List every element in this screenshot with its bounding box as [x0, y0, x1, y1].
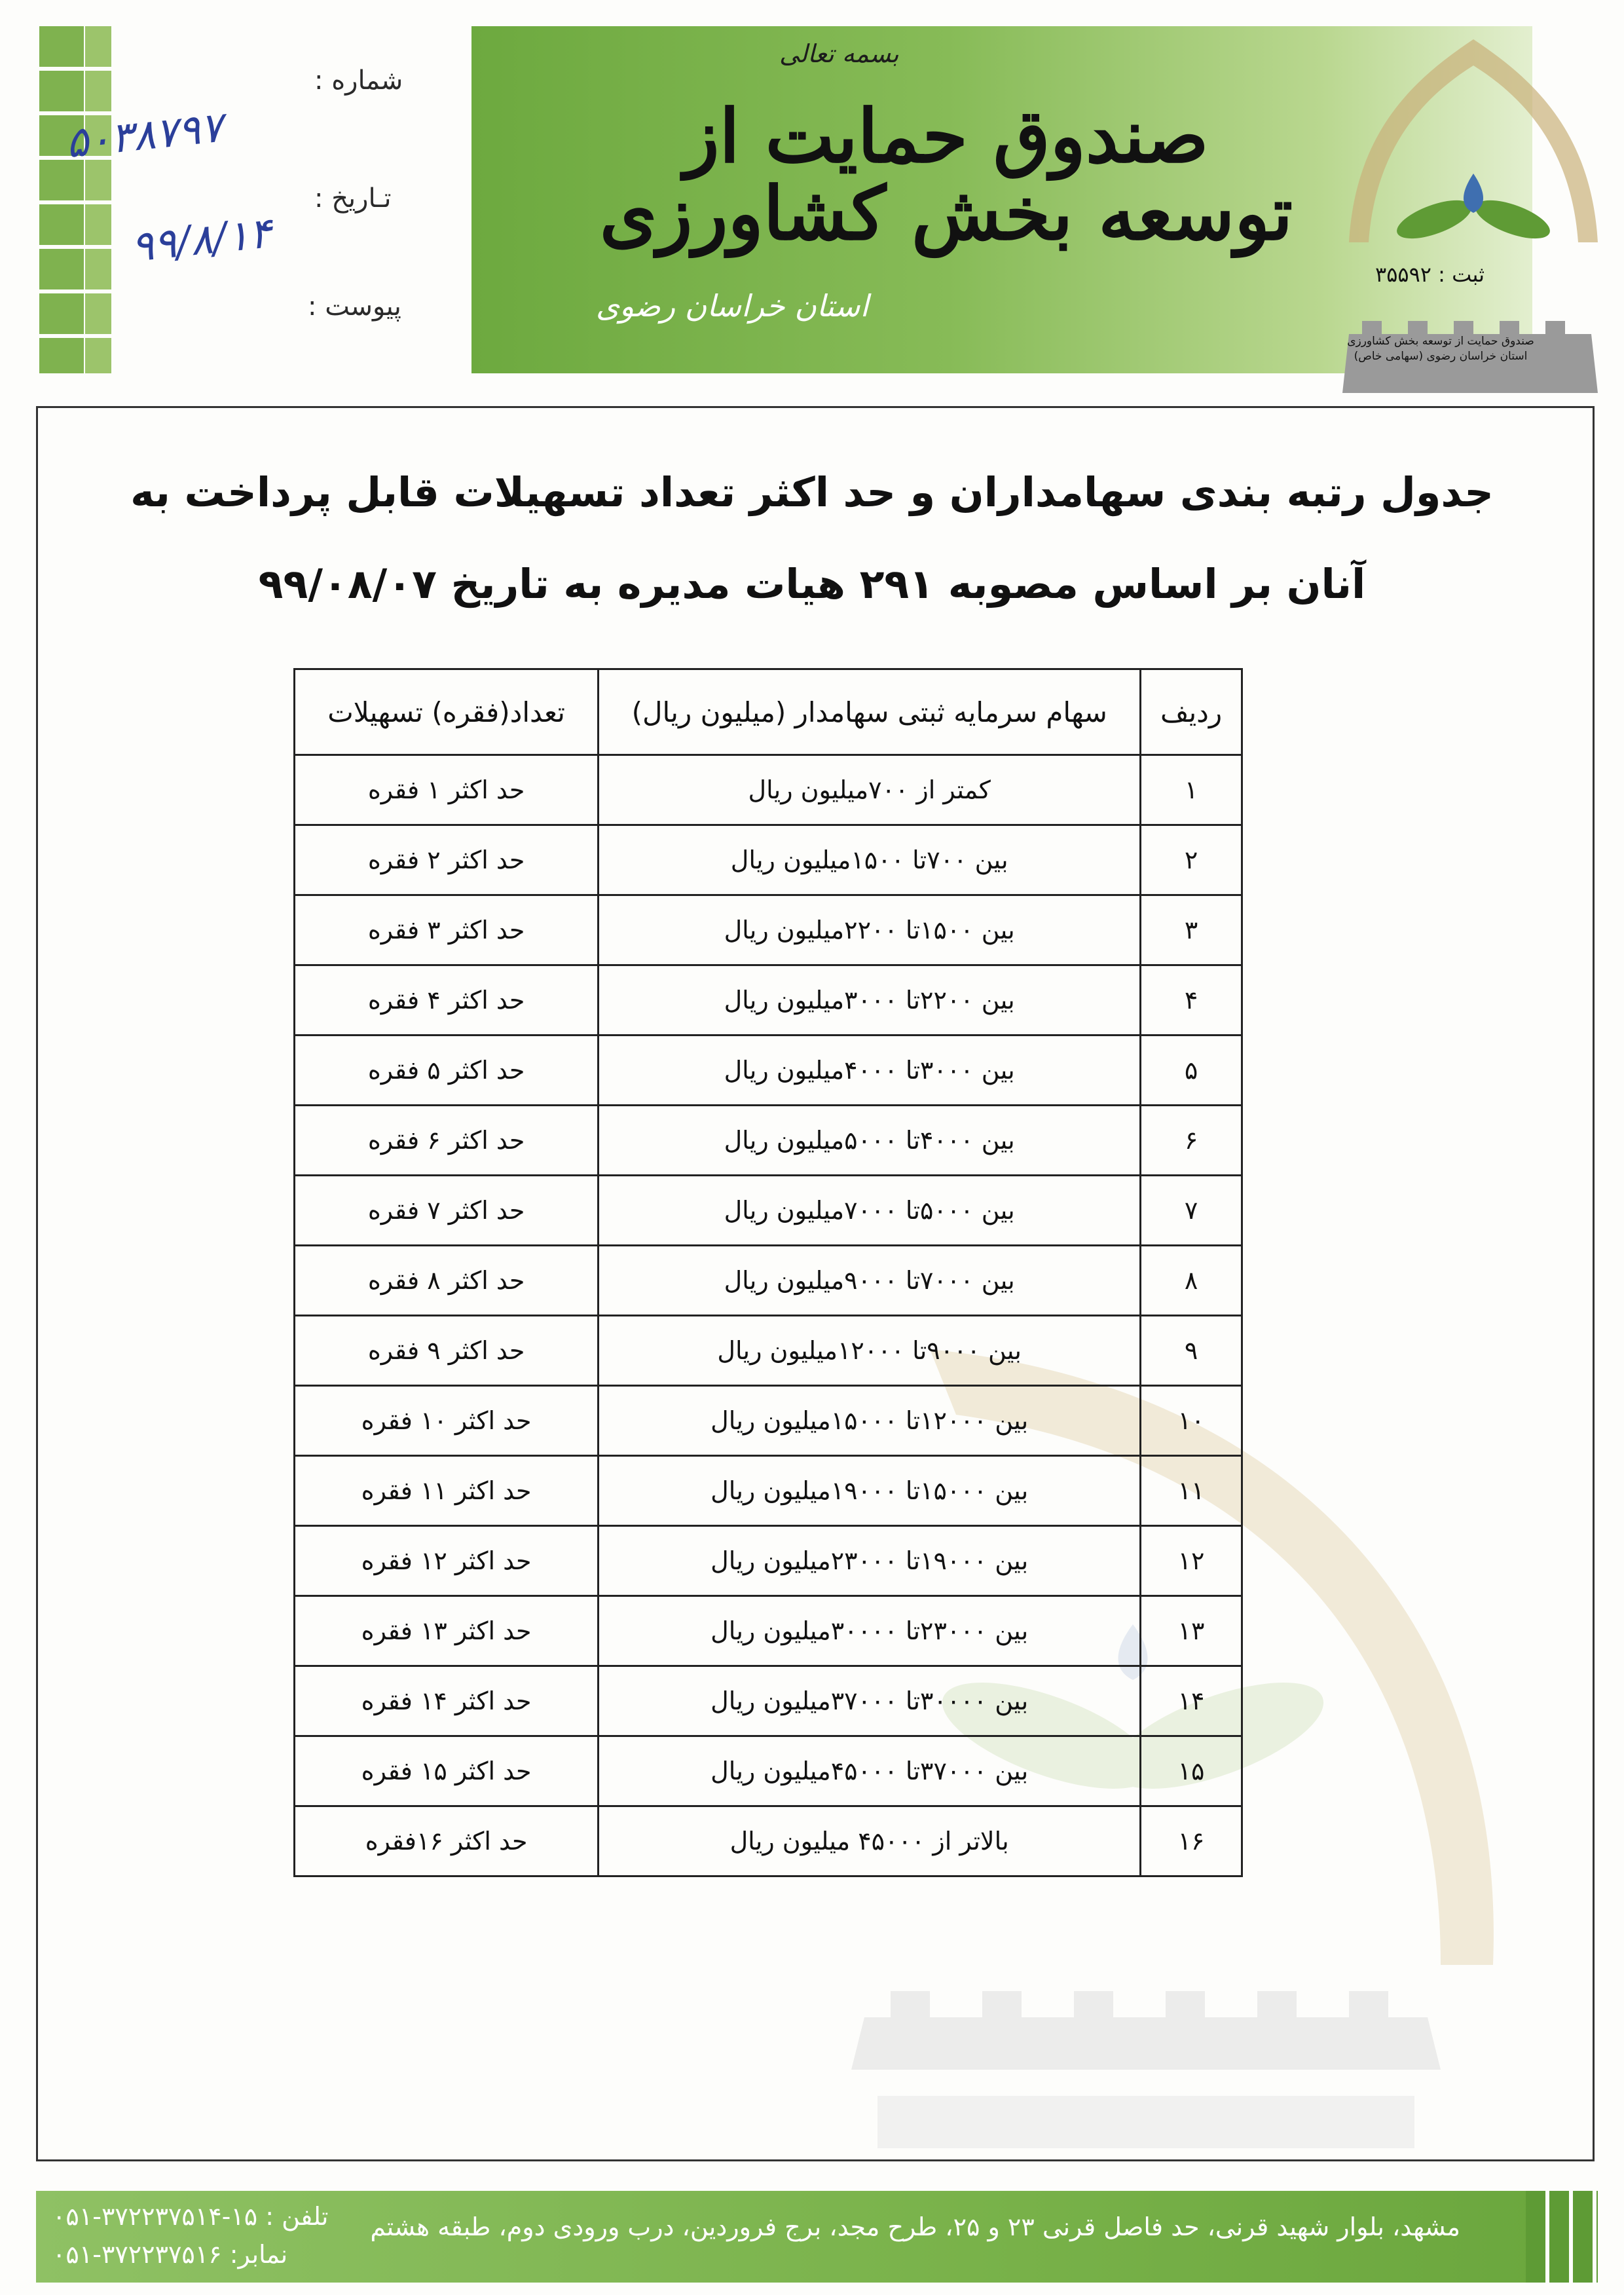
- facility-count-cell: حد اکثر ۹ فقره: [295, 1316, 599, 1386]
- facility-count-cell: حد اکثر ۷ فقره: [295, 1176, 599, 1246]
- row-number-cell: ۳: [1141, 895, 1242, 965]
- column-header-row-number: ردیف: [1141, 669, 1242, 755]
- share-range-cell: بین ۱۹۰۰۰تا ۲۳۰۰۰میلیون ریال: [599, 1526, 1141, 1596]
- table-row: [295, 1386, 1242, 1456]
- share-range-cell: بین ۱۵۰۰تا ۲۲۰۰میلیون ریال: [599, 895, 1141, 965]
- document-title-line-2: آنان بر اساس مصوبه ۲۹۱ هیات مدیره به تاریخ ۹۹/۰۸/۰۷: [258, 560, 1366, 608]
- share-range-cell: بین ۴۰۰۰تا ۵۰۰۰میلیون ریال: [599, 1106, 1141, 1176]
- row-number-cell: ۱۵: [1141, 1736, 1242, 1806]
- date-label: تـاریخ :: [314, 183, 392, 214]
- facility-count-cell: حد اکثر ۲ فقره: [295, 825, 599, 895]
- share-range-cell: بین ۲۳۰۰۰تا ۳۰۰۰۰میلیون ریال: [599, 1596, 1141, 1666]
- facility-count-cell: حد اکثر ۸ فقره: [295, 1246, 599, 1316]
- row-number-cell: ۱۱: [1141, 1456, 1242, 1526]
- facility-count-cell: حد اکثر ۱۳ فقره: [295, 1596, 599, 1666]
- share-range-cell: بین ۱۲۰۰۰تا ۱۵۰۰۰میلیون ریال: [599, 1386, 1141, 1456]
- share-range-cell: بین ۳۰۰۰۰تا ۳۷۰۰۰میلیون ریال: [599, 1666, 1141, 1736]
- row-number-cell: ۷: [1141, 1176, 1242, 1246]
- column-header-facility-count: تعداد(فقره) تسهیلات: [295, 669, 599, 755]
- share-range-cell: بالاتر از ۴۵۰۰۰ میلیون ریال: [599, 1806, 1141, 1876]
- basmala: بسمه تعالی: [779, 39, 899, 68]
- handwritten-letter-date: ۹۹/۸/۱۴: [128, 208, 274, 272]
- facility-count-cell: حد اکثر ۴ فقره: [295, 965, 599, 1036]
- attachment-label: پیوست :: [308, 291, 401, 322]
- row-number-cell: ۸: [1141, 1246, 1242, 1316]
- table-row: [295, 1246, 1242, 1316]
- facility-count-cell: حد اکثر ۱۴ فقره: [295, 1666, 599, 1736]
- facility-count-cell: حد اکثر ۶ فقره: [295, 1106, 599, 1176]
- letterhead-stripe-secondary: [85, 26, 111, 373]
- table-row: [295, 1666, 1242, 1736]
- facility-count-cell: حد اکثر ۱ فقره: [295, 755, 599, 825]
- share-range-cell: بین ۹۰۰۰تا ۱۲۰۰۰میلیون ریال: [599, 1316, 1141, 1386]
- table-header-row: [295, 669, 1242, 755]
- row-number-cell: ۱: [1141, 755, 1242, 825]
- footer-fax: نمابر: ۳۷۲۲۳۷۵۱۶-۰۵۱: [52, 2240, 288, 2269]
- row-number-cell: ۱۳: [1141, 1596, 1242, 1666]
- table-row: [295, 1036, 1242, 1106]
- row-number-cell: ۲: [1141, 825, 1242, 895]
- footer-stripe: [1526, 2191, 1598, 2283]
- facility-count-cell: حد اکثر ۱۲ فقره: [295, 1526, 599, 1596]
- table-row: [295, 1526, 1242, 1596]
- registration-number: ثبت : ۳۵۵۹۲: [1375, 262, 1485, 287]
- share-range-cell: بین ۵۰۰۰تا ۷۰۰۰میلیون ریال: [599, 1176, 1141, 1246]
- facility-count-cell: حد اکثر ۵ فقره: [295, 1036, 599, 1106]
- table-row: [295, 965, 1242, 1036]
- facility-count-cell: حد اکثر ۱۰ فقره: [295, 1386, 599, 1456]
- table-row: [295, 1456, 1242, 1526]
- table-row: [295, 825, 1242, 895]
- number-label: شماره :: [314, 65, 403, 96]
- handwritten-letter-number: ۵۰۳۸۷۹۷: [63, 103, 225, 168]
- share-range-cell: بین ۷۰۰تا ۱۵۰۰میلیون ریال: [599, 825, 1141, 895]
- row-number-cell: ۱۲: [1141, 1526, 1242, 1596]
- column-header-share-capital: سهام سرمایه ثبتی سهامدار (میلیون ریال): [599, 669, 1141, 755]
- share-range-cell: بین ۱۵۰۰۰تا ۱۹۰۰۰میلیون ریال: [599, 1456, 1141, 1526]
- footer-address: مشهد، بلوار شهید قرنی، حد فاصل قرنی ۲۳ و ۲۵، طرح مجد، برج فروردین، درب ورودی دوم، طبقه هشتم: [370, 2212, 1460, 2241]
- row-number-cell: ۱۰: [1141, 1386, 1242, 1456]
- table-row: [295, 1106, 1242, 1176]
- row-number-cell: ۱۶: [1141, 1806, 1242, 1876]
- row-number-cell: ۵: [1141, 1036, 1242, 1106]
- facility-count-cell: حد اکثر ۳ فقره: [295, 895, 599, 965]
- facility-count-cell: حد اکثر ۱۵ فقره: [295, 1736, 599, 1806]
- row-number-cell: ۹: [1141, 1316, 1242, 1386]
- table-row: [295, 895, 1242, 965]
- facility-count-cell: حد اکثر ۱۱ فقره: [295, 1456, 599, 1526]
- row-number-cell: ۱۴: [1141, 1666, 1242, 1736]
- footer-phone: تلفن : ۱۵-۳۷۲۲۳۷۵۱۴-۰۵۱: [52, 2202, 329, 2231]
- table-row: [295, 1316, 1242, 1386]
- document-title-line-1: جدول رتبه بندی سهامداران و حد اکثر تعداد تسهیلات قابل پرداخت به: [130, 468, 1494, 516]
- shareholder-ranking-table: [293, 668, 1243, 1877]
- table-row: [295, 1736, 1242, 1806]
- share-range-cell: بین ۳۷۰۰۰تا ۴۵۰۰۰میلیون ریال: [599, 1736, 1141, 1806]
- row-number-cell: ۴: [1141, 965, 1242, 1036]
- share-range-cell: بین ۲۲۰۰تا ۳۰۰۰میلیون ریال: [599, 965, 1141, 1036]
- province-name: استان خراسان رضوی: [596, 288, 869, 324]
- table-row: [295, 1596, 1242, 1666]
- share-range-cell: بین ۳۰۰۰تا ۴۰۰۰میلیون ریال: [599, 1036, 1141, 1106]
- organization-name: صندوق حمایت از توسعه بخش کشاورزی: [599, 94, 1293, 257]
- letterhead-stripe: [39, 26, 84, 373]
- share-range-cell: بین ۷۰۰۰تا ۹۰۰۰میلیون ریال: [599, 1246, 1141, 1316]
- table-row: [295, 1176, 1242, 1246]
- share-range-cell: کمتر از ۷۰۰میلیون ریال: [599, 755, 1141, 825]
- facility-count-cell: حد اکثر ۱۶فقره: [295, 1806, 599, 1876]
- row-number-cell: ۶: [1141, 1106, 1242, 1176]
- seal-caption: صندوق حمایت از توسعه بخش کشاورزی استان خراسان رضوی (سهامی خاص): [1347, 335, 1534, 363]
- table-row: [295, 1806, 1242, 1876]
- table-row: [295, 755, 1242, 825]
